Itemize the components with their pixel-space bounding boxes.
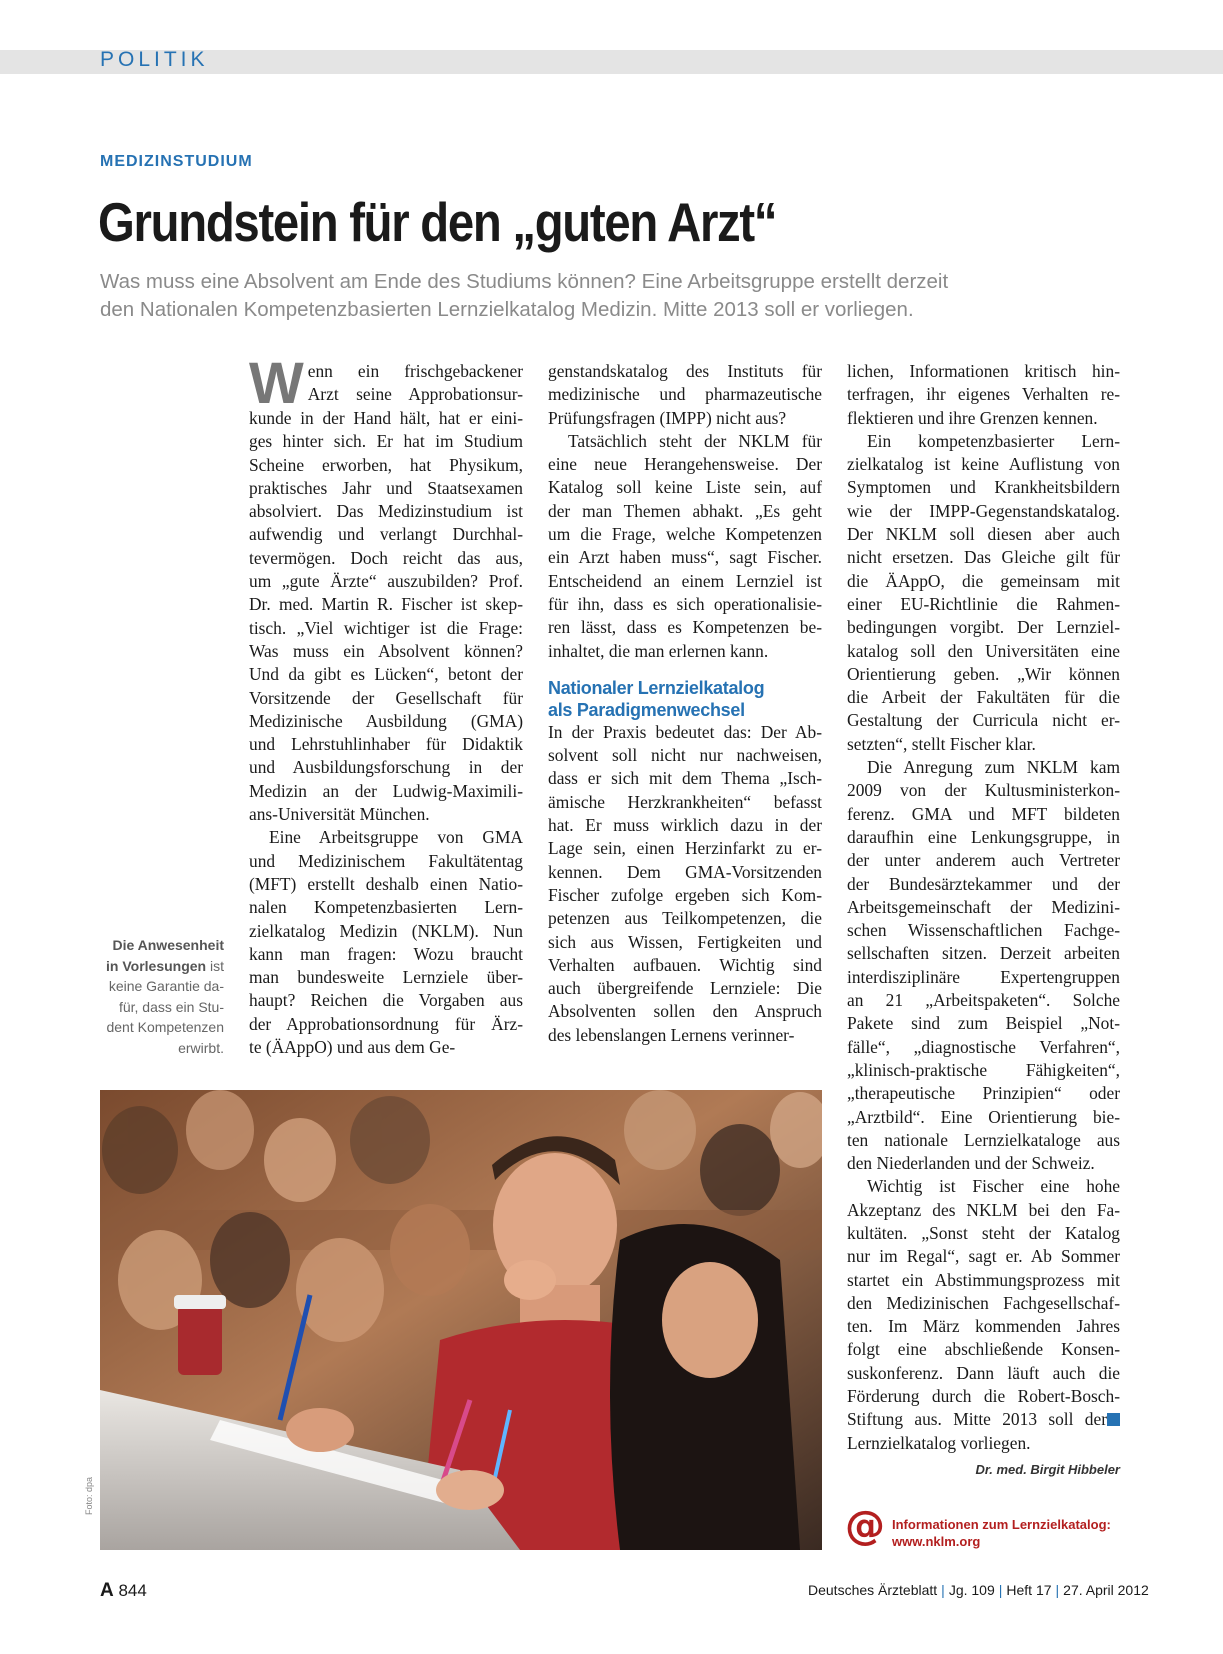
text-line: Lage sein, einen Herzinfarkt zu er- (548, 838, 822, 859)
text-line: ten nationale Lernzielkataloge aus (847, 1129, 1120, 1150)
text-line: „Arztbild“. Eine Orientierung bie- (847, 1106, 1120, 1127)
subheading-line: Nationaler Lernzielkatalog (548, 677, 765, 698)
article-column-1 (249, 351, 523, 1059)
text-line: und Ausbildungsforschung in der (249, 757, 523, 778)
text-line: folgt eine abschließende Konsen- (847, 1339, 1120, 1360)
text-line: flektieren und ihre Grenzen kennen. (847, 407, 1098, 428)
caption-line: keine Garantie da- (108, 978, 224, 994)
text-line: „therapeutische Prinzipien“ oder (847, 1083, 1120, 1104)
text-line: Verhalten aufbauen. Wichtig sind (548, 954, 822, 975)
text-line: wie der IMPP-Gegenstandskatalog. (847, 500, 1120, 521)
text-line: absolviert. Das Medizinstudium ist (249, 501, 523, 522)
text-line: ges hinter sich. Er hat im Studium (249, 431, 523, 452)
text-line: inhaltet, die man erlernen kann. (548, 640, 769, 661)
text-line: für ihn, dass es sich operationalisie- (548, 593, 822, 614)
text-line: auch übergreifende Lernziele: Die (548, 978, 822, 999)
text-line: setzten“, stellt Fischer klar. (847, 733, 1036, 754)
headline: Grundstein für den „guten Arzt“ (98, 191, 777, 253)
text-line: Medizinische Ausbildung (GMA) (249, 710, 523, 731)
text-line: „klinisch-praktische Fähigkeiten“, (847, 1059, 1120, 1080)
publication-info: Deutsches Ärzteblatt | Jg. 109 | Heft 17 | 27. April 2012 (808, 1582, 1149, 1598)
text-line: und Medizinischem Fakultätentag (249, 850, 523, 871)
text-line: die Arbeit der Fakultäten für die (847, 687, 1120, 708)
text-line: um „gute Ärzte“ auszubilden? Prof. (249, 571, 523, 592)
text-line: 2009 von der Kultusministerkon- (847, 780, 1120, 801)
text-line: der unter anderem auch Vertreter (847, 850, 1120, 871)
text-line: tevermögen. Doch reicht das aus, (249, 547, 523, 568)
text-line: schen Wissenschaftlichen Fachge- (847, 920, 1120, 941)
caption-line: erwirbt. (178, 1039, 224, 1056)
text-line: den Medizinischen Fachgesellschaf- (847, 1292, 1120, 1313)
text-line: Prüfungsfragen (IMPP) nicht aus? (548, 407, 787, 428)
photo-credit: Foto: dpa (84, 1476, 94, 1515)
text-line: Gestaltung der Curricula nicht er- (847, 710, 1120, 731)
info-box (892, 1516, 1111, 1550)
article-column-2 (548, 360, 822, 1047)
text-line: die ÄAppO, die gemeinsam mit (847, 570, 1120, 591)
photo-caption (94, 935, 224, 1058)
text-line: Wichtig ist Fischer eine hohe (867, 1176, 1120, 1197)
text-line: In der Praxis bedeutet das: Der Ab- (548, 721, 822, 742)
text-line: ten. Im März kommenden Jahres (847, 1316, 1120, 1337)
text-line: te (ÄAppO) und aus dem Ge- (249, 1037, 456, 1058)
text-line: der man Themen abhakt. „Es geht (548, 500, 822, 521)
text-line: kunde in der Hand hält, hat er eini- (249, 408, 523, 428)
svg-text:@: @ (845, 1504, 885, 1546)
section-label: POLITIK (100, 48, 209, 71)
issue-date: 27. April 2012 (1063, 1582, 1149, 1598)
text-line: katalog soll den Universitäten eine (847, 640, 1120, 661)
text-line: kultäten. „Sonst steht der Katalog (847, 1222, 1120, 1243)
text-line: Was muss ein Absolvent können? (249, 640, 523, 661)
text-line: interdisziplinäre Expertengruppen (847, 966, 1120, 987)
drop-cap: W (249, 351, 304, 416)
text-line: Arzt seine Approbationsur- (307, 384, 523, 405)
text-line: ferenz. GMA und MFT bildeten (847, 803, 1120, 824)
text-line: startet ein Abstimmungsprozess mit (847, 1269, 1120, 1290)
article-column-3 (847, 360, 1120, 1455)
caption-bold: in Vorlesungen (106, 957, 207, 974)
text-line: Pakete sind zum Beispiel „Not- (847, 1013, 1120, 1034)
text-line: Akzeptanz des NKLM bei den Fa- (847, 1199, 1120, 1220)
text-line: ans-Universität München. (249, 804, 430, 825)
text-line: genstandskatalog des Instituts für (548, 361, 822, 381)
text-line: Vorsitzende der Gesellschaft für (249, 687, 523, 708)
text-line: enn ein frischgebackener (307, 361, 523, 381)
text-line: Orientierung geben. „Wir können (847, 663, 1120, 684)
text-line: terfragen, ihr eigenes Verhalten re- (847, 384, 1120, 405)
lecture-hall-photo (100, 1090, 822, 1550)
text-line: einer EU-Richtlinie die Rahmen- (847, 593, 1120, 614)
end-mark (1107, 1413, 1120, 1426)
text-line: bedingungen vorgibt. Der Lernziel- (847, 617, 1120, 638)
text-line: Ein kompetenzbasierter Lern- (867, 430, 1120, 451)
text-line: und Lehrstuhlinhaber für Didaktik (249, 734, 523, 755)
text-line: aufwendig und verlangt Durchhal- (249, 524, 523, 545)
byline: Dr. med. Birgit Hibbeler (975, 1462, 1120, 1477)
text-line: Förderung durch die Robert-Bosch- (847, 1386, 1120, 1407)
text-line: nicht ersetzen. Das Gleiche gilt für (847, 547, 1120, 568)
subheading (548, 677, 822, 721)
text-line: Und da gibt es Lücken“, betont der (249, 664, 523, 685)
text-line: sich aus Wissen, Fertigkeiten und (548, 931, 822, 952)
standfirst-line: den Nationalen Kompetenzbasierten Lernzielkatalog Medizin. Mitte 2013 soll er vorliegen. (100, 298, 914, 321)
at-icon (844, 1504, 886, 1546)
text-line: Arbeitsgemeinschaft der Medizini- (847, 896, 1120, 917)
text-line: Symptomen und Krankheitsbildern (847, 477, 1120, 498)
standfirst (100, 268, 1150, 324)
caption-line: dent Kompetenzen (106, 1019, 224, 1035)
text-line: medizinische und pharmazeutische (548, 384, 822, 405)
text-line: man bundesweite Lernziele über- (249, 967, 523, 988)
text-line: den Niederlanden und der Schweiz. (847, 1153, 1095, 1174)
text-line: sellschaften sitzen. Derzeit arbeiten (847, 943, 1120, 964)
page-letter: A (100, 1580, 114, 1601)
text-line: ein Arzt haben muss“, sagt Fischer. (548, 547, 822, 568)
text-line: der Bundesärztekammer und der (847, 873, 1120, 894)
text-line: petenzen aus Teilkompetenzen, die (548, 908, 822, 929)
caption-text: ist (206, 957, 224, 974)
standfirst-line: Was muss eine Absolvent am Ende des Studiums können? Eine Arbeitsgruppe erstellt derzeit (100, 270, 949, 293)
text-line: Entscheidend an einem Lernziel ist (548, 570, 822, 591)
text-line: Dr. med. Martin R. Fischer ist skep- (249, 594, 523, 615)
info-link[interactable]: www.nklm.org (892, 1534, 981, 1549)
issue: Heft 17 (1006, 1582, 1052, 1598)
text-line: solvent soll nicht nur nachweisen, (548, 745, 822, 766)
text-line: Katalog soll keine Liste sein, auf (548, 477, 822, 498)
text-line: Eine Arbeitsgruppe von GMA (269, 827, 523, 848)
text-line: nur im Regal“, sagt er. Ab Sommer (847, 1246, 1120, 1267)
info-title: Informationen zum Lernzielkatalog: (892, 1517, 1111, 1532)
text-line: zielkatalog Medizin (NKLM). Nun (249, 920, 523, 941)
text-line: praktisches Jahr und Staatsexamen (249, 477, 523, 498)
text-line: der Approbationsordnung für Ärz- (249, 1013, 523, 1034)
text-line: Absolventen sollen den Anspruch (548, 1001, 822, 1022)
text-line: an 21 „Arbeitspaketen“. Solche (847, 990, 1120, 1011)
text-line: Lernzielkatalog vorliegen. (847, 1432, 1031, 1453)
text-line: (MFT) erstellt deshalb einen Natio- (249, 873, 523, 894)
text-line: des lebenslangen Lernens verinner- (548, 1024, 795, 1045)
text-line: hat. Er muss wirklich dazu in der (548, 815, 822, 836)
subheading-line: als Paradigmenwechsel (548, 699, 745, 720)
kicker: MEDIZINSTUDIUM (100, 153, 253, 170)
text-line: ren lässt, dass es Kompetenzen be- (548, 617, 822, 638)
text-line: lichen, Informationen kritisch hin- (847, 361, 1120, 381)
text-line: Fischer zufolge ergeben sich Kom- (548, 884, 822, 905)
lecture-hall-illustration (100, 1090, 822, 1550)
text-line: Stiftung aus. Mitte 2013 soll der (847, 1409, 1107, 1430)
text-line: Tatsächlich steht der NKLM für (568, 430, 822, 451)
page-number (100, 1580, 147, 1602)
text-line: zielkatalog ist keine Auflistung von (847, 454, 1120, 475)
text-line: ämische Herzkrankheiten“ befasst (548, 791, 822, 812)
text-line: Die Anregung zum NKLM kam (867, 757, 1120, 778)
journal-name: Deutsches Ärzteblatt (808, 1582, 938, 1598)
text-line: Scheine erworben, hat Physikum, (249, 454, 523, 475)
text-line: nalen Kompetenzbasierten Lern- (249, 897, 523, 918)
text-line: Der NKLM soll diesen aber auch (847, 524, 1120, 545)
volume: Jg. 109 (948, 1582, 995, 1598)
caption-bold: Die Anwesenheit (112, 937, 224, 953)
text-line: kann man fragen: Wozu braucht (249, 943, 523, 964)
text-line: Medizin an der Ludwig-Maximili- (249, 780, 523, 801)
text-line: suskonferenz. Dann läuft auch die (847, 1362, 1120, 1383)
page-number-value: 844 (118, 1581, 147, 1600)
text-line: dass er sich mit dem Thema „Isch- (548, 768, 822, 789)
text-line: kennen. Dem GMA-Vorsitzenden (548, 861, 822, 882)
text-line: um die Frage, welche Kompetenzen (548, 524, 822, 545)
caption-line: für, dass ein Stu- (118, 998, 224, 1015)
text-line: eine neue Herangehensweise. Der (548, 454, 822, 475)
text-line: fälle“, „diagnostische Verfahren“, (847, 1036, 1120, 1057)
text-line: daraufhin eine Lenkungsgruppe, in (847, 826, 1120, 847)
text-line: haupt? Reichen die Vorgaben aus (249, 990, 523, 1011)
text-line: tisch. „Viel wichtiger ist die Frage: (249, 617, 523, 638)
